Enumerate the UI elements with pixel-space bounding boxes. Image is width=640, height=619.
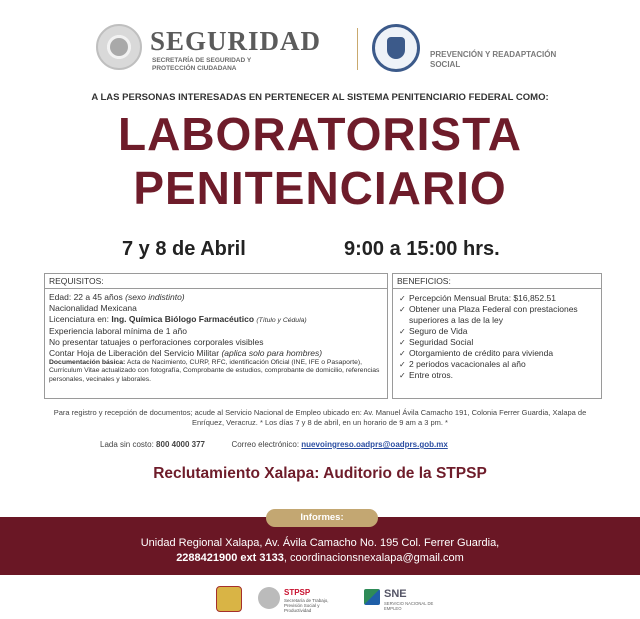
informes-email[interactable]: coordinacionsnexalapa@gmail.com [289,552,464,564]
stpsp-title: STPSP [284,588,311,597]
veracruz-shield-icon [216,586,242,612]
informes-phone: 2288421900 ext 3133 [176,552,284,564]
header-divider [357,28,358,70]
sne-title: SNE [384,588,407,600]
req-liberacion: Contar Hoja de Liberación del Servicio Militar (aplica solo para hombres) [49,347,323,358]
mexico-seal-icon [96,24,142,70]
informes-address: Unidad Regional Xalapa, Av. Ávila Camacho No. 195 Col. Ferrer Guardia, [140,537,500,549]
informes-pill: Informes: [266,509,378,527]
prevencion-emblem-icon [372,24,420,72]
intro-text: A LAS PERSONAS INTERESADAS EN PERTENECER AL SISTEMA PENITENCIARIO FEDERAL COMO: [91,92,549,103]
prevencion-title: PREVENCIÓN Y READAPTACIÓN SOCIAL [430,50,557,69]
beneficio-item: ✓ Seguro de Vida [399,326,595,337]
beneficio-item: ✓ Entre otros. [399,370,595,381]
stpsp-subtitle: Secretaría de Trabajo, Previsión Social y Productividad [284,598,329,613]
event-time: 9:00 a 15:00 hrs. [344,238,500,260]
email-link[interactable]: nuevoingreso.oadprs@oadprs.gob.mx [301,440,448,449]
registro-info: Para registro y recepción de documentos; acude al Servicio Nacional de Empleo ubicado en: Av. Manuel Ávila Camacho 191, Colonia Ferrer Guardia, Xalapa de Enríquez, Veracruz. * Los días 7 y 8 de abril, en un horario de 9 am a 3 pm. * [53,408,587,427]
sne-logo-icon [364,589,380,605]
beneficios-box [392,273,602,399]
email-label: Correo electrónico: [231,440,300,449]
req-experiencia: Experiencia laboral mínima de 1 año [49,325,187,336]
stpsp-emblem-icon [258,587,280,609]
lada-label: Lada sin costo: [100,440,154,449]
beneficio-item: ✓ Otorgamiento de crédito para vivienda [399,348,595,359]
main-title-line2: PENITENCIARIO [133,162,507,214]
contact-row [100,440,560,449]
req-documentacion: Documentación básica: Acta de Nacimiento, CURP, RFC, identificación Oficial (INE, IFE o Pasaporte), Currículum Vitae actualizado con fotografía, Comprobante de estudios, comprobante de domicilio, referencias personales, vecinales y laborales. [49,358,380,383]
informes-contact: 2288421900 ext 3133, coordinacionsnexalapa@gmail.com [176,552,464,564]
req-tatuajes: No presentar tatuajes o perforaciones corporales visibles [49,336,264,347]
event-date: 7 y 8 de Abril [122,238,246,260]
requisitos-box [44,273,388,399]
req-edad: Edad: 22 a 45 años (sexo indistinto) [49,292,185,302]
beneficio-item: ✓ Obtener una Plaza Federal con prestaciones superiores a las de la ley [399,304,595,326]
beneficio-item: ✓ Seguridad Social [399,337,595,348]
beneficio-item: ✓ 2 periodos vacacionales al año [399,359,595,370]
req-licenciatura: Licenciatura en: Ing. Química Biólogo Farmacéutico (Título y Cédula) [49,314,307,324]
beneficio-item: ✓ Percepción Mensual Bruta: $16,852.51 [399,293,595,304]
sne-subtitle: SERVICIO NACIONAL DE EMPLEO [384,601,434,611]
beneficios-heading: BENEFICIOS: [393,274,601,289]
requisitos-heading: REQUISITOS: [45,274,387,289]
req-nacionalidad: Nacionalidad Mexicana [49,303,137,313]
main-title-line1: LABORATORISTA [118,108,522,160]
lada-value: 800 4000 377 [156,440,205,449]
reclutamiento-heading: Reclutamiento Xalapa: Auditorio de la STPSP [153,465,487,482]
seguridad-subtitle: SECRETARÍA DE SEGURIDAD Y PROTECCIÓN CIUDADANA [152,57,252,72]
seguridad-title: SEGURIDAD [150,26,322,56]
